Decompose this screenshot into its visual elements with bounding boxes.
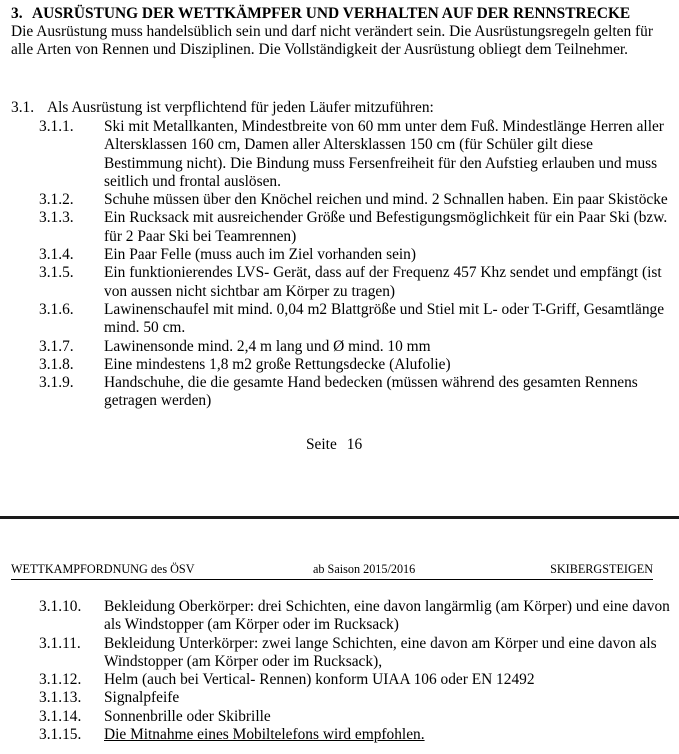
item-text: Handschuhe, die die gesamte Hand bedecken (müssen während des gesamten Rennens getragen werden): [104, 374, 638, 410]
list-item: [0, 246, 679, 264]
page-number: [306, 436, 362, 454]
list-item: [0, 635, 679, 672]
list-item: [0, 191, 679, 209]
item-number: 3.1.14.: [39, 707, 82, 725]
list-item: [0, 689, 679, 707]
item-number: 3.1.3.: [39, 209, 74, 227]
item-number: 3.1.7.: [39, 337, 74, 355]
running-header-left: WETTKAMPFORDNUNG des ÖSV: [11, 562, 195, 576]
item-number: 3.1.15.: [39, 726, 82, 744]
item-number: 3.1.1.: [39, 118, 74, 135]
section-number: 3.: [11, 5, 23, 22]
item-number: 3.1.8.: [39, 355, 74, 373]
item-number: 3.1.4.: [39, 246, 74, 264]
item-text: Ein funktionierendes LVS- Gerät, dass auf der Frequenz 457 Khz sendet und empfängt (ist von aussen nicht sichtbar am Körper zu tragen): [104, 264, 662, 300]
item-text: Ein Rucksack mit ausreichender Größe und Befestigungsmöglichkeit für ein Paar Ski (bzw. für 2 Paar Ski bei Teamrennen): [104, 209, 668, 245]
running-header-right: SKIBERGSTEIGEN: [550, 562, 653, 576]
item-text: Bekleidung Oberkörper: drei Schichten, eine davon langärmlig (am Körper) und eine davon als Windstopper (am Körper oder im Rucksack): [104, 598, 670, 634]
document-page-2: [0, 519, 679, 754]
page-number-value: 16: [346, 436, 363, 453]
clause-text: Als Ausrüstung ist verpflichtend für jeden Läufer mitzuführen:: [47, 99, 434, 116]
item-text: Eine mindestens 1,8 m2 große Rettungsdecke (Alufolie): [104, 355, 451, 373]
item-text-underlined: Die Mitnahme eines Mobiltelefons wird empfohlen.: [104, 726, 425, 744]
section-heading: [11, 5, 630, 23]
item-text: Sonnenbrille oder Skibrille: [104, 707, 271, 725]
item-number: 3.1.6.: [39, 300, 74, 318]
list-item: [0, 118, 679, 191]
list-item: [0, 264, 679, 301]
list-item: [0, 726, 679, 744]
clause-lead: [11, 99, 434, 117]
list-item: [0, 708, 679, 726]
list-item: [0, 209, 679, 246]
item-text: Schuhe müssen über den Knöchel reichen und mind. 2 Schnallen haben. Ein paar Skistöcke: [104, 191, 668, 209]
running-header: [11, 561, 653, 580]
page-number-label: Seite: [306, 436, 337, 453]
list-item: [0, 374, 679, 411]
equipment-list-page-1: [0, 118, 679, 411]
item-text: Lawinensonde mind. 2,4 m lang und Ø mind. 10 mm: [104, 337, 431, 355]
clause-number: 3.1.: [11, 99, 35, 116]
equipment-list-page-2: [0, 598, 679, 744]
section-title: AUSRÜSTUNG DER WETTKÄMPFER UND VERHALTEN AUF DER RENNSTRECKE: [32, 5, 631, 22]
list-item: [0, 598, 679, 635]
item-text: Ein Paar Felle (muss auch im Ziel vorhanden sein): [104, 246, 417, 264]
item-number: 3.1.11.: [39, 634, 81, 652]
item-text: Lawinenschaufel mit mind. 0,04 m2 Blattgröße und Stiel mit L- oder T-Griff, Gesamtlänge mind. 50 cm.: [104, 300, 665, 337]
item-text: Signalpfeife: [104, 689, 180, 707]
item-number: 3.1.10.: [39, 598, 82, 615]
list-item: [0, 671, 679, 689]
item-text: Helm (auch bei Vertical- Rennen) konform UIAA 106 oder EN 12492: [104, 671, 535, 689]
running-header-center: ab Saison 2015/2016: [313, 562, 416, 576]
list-item: [0, 301, 679, 338]
item-number: 3.1.12.: [39, 671, 82, 689]
list-item: [0, 338, 679, 356]
item-number: 3.1.5.: [39, 264, 74, 282]
item-text: Ski mit Metallkanten, Mindestbreite von 60 mm unter dem Fuß. Mindestlänge Herren aller Altersklassen 160 cm, Damen aller Altersklassen 150 cm (für Schüler gilt diese Bestimmung nicht). Die Bindung muss Fersenfreiheit für den Aufstieg erlauben und muss seitlich und frontal auslösen.: [104, 118, 664, 190]
section-intro: Die Ausrüstung muss handelsüblich sein und darf nicht verändert sein. Die Ausrüstungsregeln gelten für alle Arten von Rennen und Disziplinen. Die Vollständigkeit der Ausrüstung obliegt dem Teilnehmer.: [11, 23, 654, 59]
list-item: [0, 356, 679, 374]
item-number: 3.1.9.: [39, 374, 74, 392]
item-number: 3.1.2.: [39, 191, 74, 209]
item-number: 3.1.13.: [39, 689, 82, 707]
item-text: Bekleidung Unterkörper: zwei lange Schichten, eine davon am Körper und eine davon als Windstopper (am Körper oder im Rucksack),: [104, 634, 657, 670]
